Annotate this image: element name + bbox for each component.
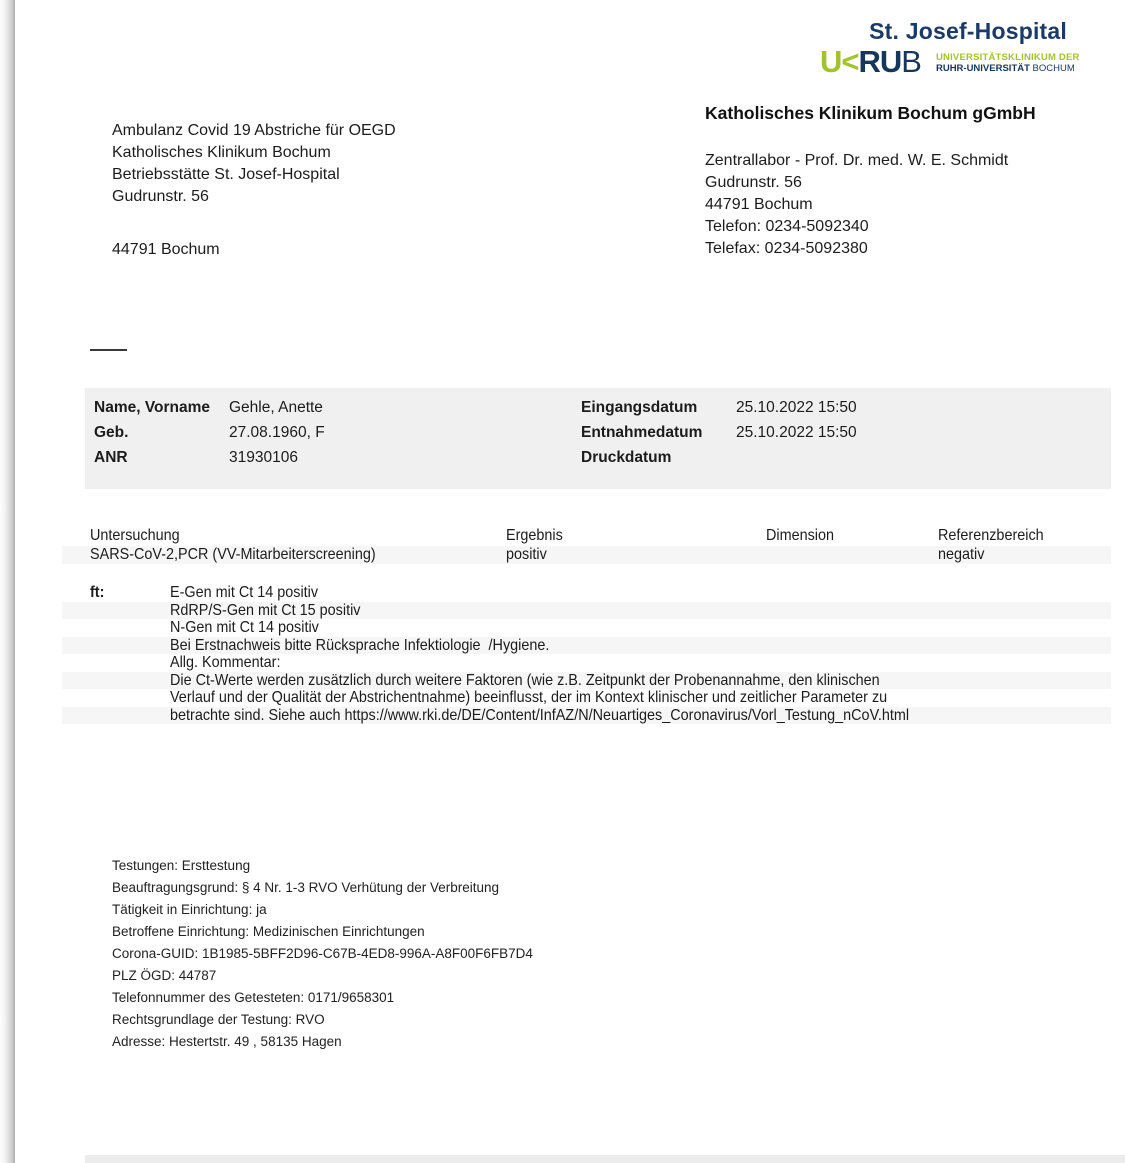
ukrub-caption-line1: UNIVERSITÄTSKLINIKUM DER	[935, 51, 1080, 63]
ukrub-caption-line2: RUHR-UNIVERSITÄT BOCHUM	[935, 63, 1075, 74]
recipient-line: Ambulanz Covid 19 Abstriche für OEGD	[112, 122, 396, 139]
result-test-name: SARS-CoV-2,PCR (VV-Mitarbeiterscreening)	[90, 546, 376, 563]
comment-line	[0, 637, 1125, 655]
comment-line	[0, 584, 1125, 602]
patient-anr-label: ANR	[94, 449, 128, 466]
col-header-referenzbereich: Referenzbereich	[938, 527, 1044, 544]
ukrub-logo	[820, 46, 1080, 77]
comment-line	[0, 707, 1125, 725]
ukrub-caption	[936, 49, 1080, 75]
page-bottom-edge	[85, 1155, 1125, 1163]
col-header-dimension: Dimension	[766, 527, 835, 544]
comment-text: Allg. Kommentar:	[170, 654, 281, 671]
fold-mark	[90, 349, 127, 351]
col-header-untersuchung: Untersuchung	[90, 527, 180, 544]
ukrub-letter-k: <	[841, 44, 859, 79]
patient-name-label: Name, Vorname	[94, 399, 211, 416]
recipient-city: 44791 Bochum	[112, 241, 220, 258]
recipient-line: Gudrunstr. 56	[112, 188, 209, 205]
result-reference: negativ	[938, 546, 985, 563]
ukrub-wordmark	[820, 46, 921, 77]
comment-text: RdRP/S-Gen mit Ct 15 positiv	[170, 601, 361, 619]
hospital-name: St. Josef-Hospital	[869, 18, 1067, 44]
ukrub-letter-b: B	[901, 44, 921, 79]
result-row	[0, 546, 1125, 564]
comment-line	[0, 602, 1125, 620]
sender-address	[705, 150, 1008, 260]
detail-plz-oegd: PLZ ÖGD: 44787	[112, 968, 217, 983]
results-header-row	[0, 527, 1125, 545]
recipient-line: Betriebsstätte St. Josef-Hospital	[112, 166, 340, 183]
patient-info-band	[85, 388, 1111, 489]
detail-rechtsgrundlage: Rechtsgrundlage der Testung: RVO	[112, 1012, 325, 1027]
comment-text-with-url: betrachte sind. Siehe auch https://www.rki.de/DE/Content/InfAZ/N/Neuartiges_Coronavirus/Vorl_Testung_nCoV.html	[170, 706, 910, 724]
comment-line	[0, 672, 1125, 690]
order-details	[112, 855, 533, 1053]
detail-beauftragung: Beauftragungsgrund: § 4 Nr. 1-3 RVO Verhütung der Verbreitung	[112, 880, 500, 895]
comment-text: N-Gen mit Ct 14 positiv	[170, 619, 319, 636]
recipient-line: Katholisches Klinikum Bochum	[112, 144, 331, 161]
patient-anr-value: 31930106	[229, 449, 298, 466]
detail-taetigkeit: Tätigkeit in Einrichtung: ja	[112, 902, 267, 917]
receipt-date-label: Eingangsdatum	[581, 399, 698, 416]
sender-line: 44791 Bochum	[705, 196, 813, 213]
detail-adresse: Adresse: Hestertstr. 49 , 58135 Hagen	[112, 1034, 342, 1049]
ukrub-letter-u: U	[820, 44, 842, 79]
sender-title: Katholisches Klinikum Bochum gGmbH	[705, 103, 1036, 123]
sender-phone: Telefon: 0234-5092340	[705, 218, 869, 235]
comment-line	[0, 619, 1125, 637]
result-value: positiv	[506, 546, 547, 563]
ukrub-letters-ru: RU	[858, 44, 902, 79]
comment-line	[0, 654, 1125, 672]
comment-text: Bei Erstnachweis bitte Rücksprache Infektiologie /Hygiene.	[170, 636, 550, 654]
comment-text: Verlauf und der Qualität der Abstrichentnahme) beeinflusst, der im Kontext klinischer und zeitlicher Parameter zu	[170, 689, 888, 706]
receipt-date-value: 25.10.2022 15:50	[736, 399, 857, 416]
sender-line: Zentrallabor - Prof. Dr. med. W. E. Schmidt	[705, 152, 1009, 169]
print-date-label: Druckdatum	[581, 449, 672, 466]
recipient-address	[112, 120, 396, 261]
patient-name-value: Gehle, Anette	[229, 399, 323, 416]
detail-corona-guid: Corona-GUID: 1B1985-5BFF2D96-C67B-4ED8-996A-A8F00F6FB7D4	[112, 946, 533, 961]
sender-line: Gudrunstr. 56	[705, 174, 802, 191]
detail-telefonnummer: Telefonnummer des Getesteten: 0171/9658301	[112, 990, 395, 1005]
col-header-ergebnis: Ergebnis	[506, 527, 563, 544]
comment-text: Die Ct-Werte werden zusätzlich durch weitere Faktoren (wie z.B. Zeitpunkt der Probenannahme, den klinischen	[170, 671, 880, 689]
sample-date-label: Entnahmedatum	[581, 424, 703, 441]
comment-label: ft:	[90, 584, 105, 601]
patient-dob-label: Geb.	[94, 424, 129, 441]
page-edge-shadow	[0, 0, 15, 1163]
detail-testungen: Testungen: Ersttestung	[112, 858, 251, 873]
patient-dob-value: 27.08.1960, F	[229, 424, 325, 441]
sender-fax: Telefax: 0234-5092380	[705, 240, 868, 257]
sample-date-value: 25.10.2022 15:50	[736, 424, 857, 441]
comment-line	[0, 689, 1125, 707]
detail-einrichtung: Betroffene Einrichtung: Medizinischen Einrichtungen	[112, 924, 425, 939]
comment-text: E-Gen mit Ct 14 positiv	[170, 584, 319, 601]
